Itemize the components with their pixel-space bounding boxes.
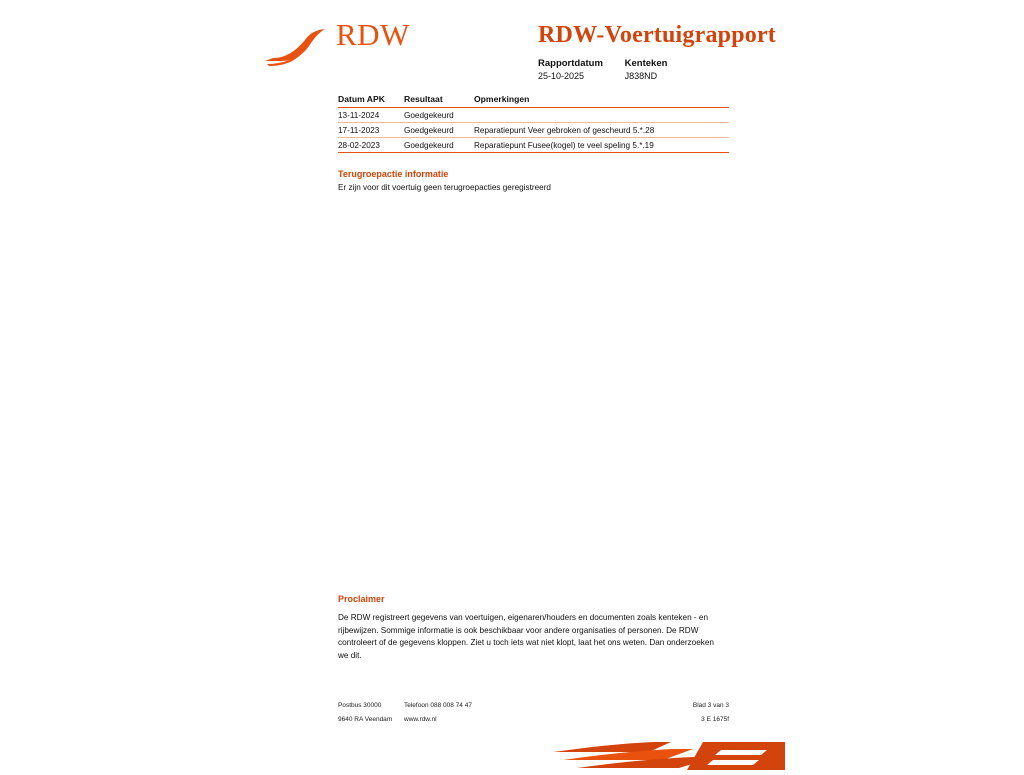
cell-remark: Reparatiepunt Veer gebroken of gescheurd 5.*.28 bbox=[474, 123, 729, 138]
footer-website[interactable]: www.rdw.nl bbox=[404, 716, 437, 723]
footer-address-line1: Postbus 30000 bbox=[338, 702, 382, 709]
meta-label-report-date: Rapportdatum bbox=[538, 58, 603, 69]
disclaimer-heading: Proclaimer bbox=[338, 594, 385, 604]
cell-result: Goedgekeurd bbox=[404, 108, 474, 123]
table-header-row bbox=[338, 94, 729, 108]
cell-date: 17-11-2023 bbox=[338, 123, 404, 138]
page-title: RDW-Voertuigrapport bbox=[538, 22, 776, 48]
meta-license-plate bbox=[625, 57, 668, 83]
disclaimer-body: De RDW registreert gegevens van voertuigen, eigenaren/houders en documenten zoals kenteken - en rijbewijzen. Sommige informatie is ook beschikbaar voor andere organisaties of personen. De RDW controleert of de gegevens kloppen. Ziet u toch iets wat niet klopt, laat het ons weten. Dan onderzoeken we dit. bbox=[338, 613, 714, 660]
cell-remark bbox=[474, 108, 729, 123]
table-row bbox=[338, 138, 729, 153]
apk-history-table bbox=[338, 94, 729, 153]
column-header-date: Datum APK bbox=[338, 94, 404, 108]
column-header-result: Resultaat bbox=[404, 94, 474, 108]
meta-report-date bbox=[538, 57, 622, 83]
cell-date: 28-02-2023 bbox=[338, 138, 404, 153]
rdw-wordmark: RDW bbox=[336, 17, 410, 52]
cell-result: Goedgekeurd bbox=[404, 123, 474, 138]
footer-address-line2: 9640 RA Veendam bbox=[338, 716, 393, 723]
footer-page-number: Blad 3 van 3 bbox=[692, 702, 729, 709]
report-meta bbox=[538, 57, 667, 83]
meta-value-license-plate: J838ND bbox=[624, 71, 658, 81]
cell-result: Goedgekeurd bbox=[404, 138, 474, 153]
table-row bbox=[338, 123, 729, 138]
recall-section-heading: Terugroepactie informatie bbox=[338, 169, 449, 179]
footer-row-top bbox=[338, 702, 729, 716]
cell-date: 13-11-2024 bbox=[338, 108, 404, 123]
footer-row-bottom bbox=[338, 716, 729, 730]
footer-swoosh-graphic-icon bbox=[553, 742, 785, 770]
table-row bbox=[338, 108, 729, 123]
meta-label-license-plate: Kenteken bbox=[624, 58, 668, 69]
meta-value-report-date: 25-10-2025 bbox=[538, 71, 585, 81]
footer-form-code: 3 E 1675f bbox=[701, 716, 729, 723]
cell-remark: Reparatiepunt Fusee(kogel) te veel speling 5.*.19 bbox=[474, 138, 729, 153]
page-footer bbox=[338, 702, 729, 730]
footer-phone: Telefoon 088 008 74 47 bbox=[404, 702, 472, 709]
column-header-remarks: Opmerkingen bbox=[474, 94, 729, 108]
recall-section-body: Er zijn voor dit voertuig geen terugroepacties geregistreerd bbox=[338, 183, 551, 192]
rdw-swoosh-logo-icon bbox=[265, 28, 331, 66]
